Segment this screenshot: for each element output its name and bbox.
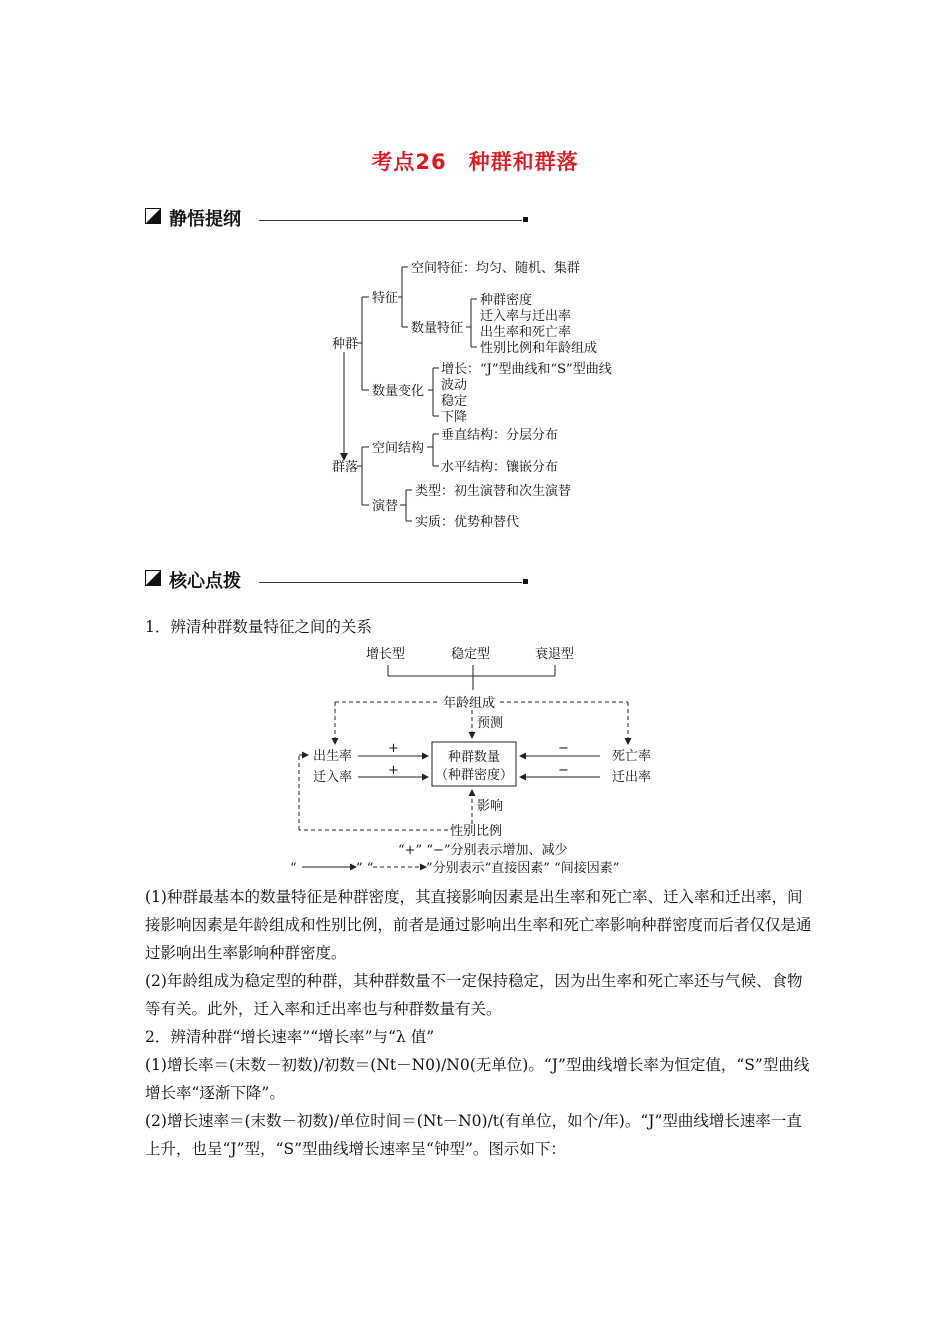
tree-q-item: 种群密度 <box>480 293 533 308</box>
tree-q-item: 性别比例和年龄组成 <box>480 341 598 356</box>
label-population-density: （种群密度） <box>434 768 514 783</box>
label-population-size: 种群数量 <box>447 750 501 765</box>
heading-1: 1．辨清种群数量特征之间的关系 <box>145 618 372 636</box>
paragraph: (1)增长率＝(末数－初数)/初数＝(Nt－N0)/N0(无单位)。“J”型曲线增长率为恒定值，“S”型曲线增长率“逐渐下降”。 <box>145 1056 810 1102</box>
sign-minus: − <box>558 741 569 756</box>
label-age-structure: 年龄组成 <box>443 696 496 711</box>
label-influence: 影响 <box>477 799 504 814</box>
section-title: 静悟提纲 <box>169 209 241 230</box>
label-decline-type: 衰退型 <box>535 647 575 662</box>
label-emigration-rate: 迁出率 <box>612 770 652 785</box>
paragraph: (2)增长速率＝(末数－初数)/单位时间＝(Nt－N0)/t(有单位，如个/年)。“J”型曲线增长速率一直上升，也呈“J”型，“S”型曲线增长速率呈“钟型”。图示如下： <box>145 1112 802 1158</box>
legend-arrows-text: ”分别表示“直接因素” “间接因素” <box>426 861 620 876</box>
label-stable-type: 稳定型 <box>451 647 491 662</box>
tree-change-item: 下降 <box>441 410 468 425</box>
section-title: 核心点拨 <box>169 571 241 592</box>
tree-community: 群落 <box>332 460 359 475</box>
sign-plus: + <box>388 741 399 756</box>
tree-structure: 空间结构 <box>372 441 425 456</box>
body-text <box>145 883 815 1163</box>
tree-structure-item: 水平结构：镶嵌分布 <box>441 460 559 475</box>
tree-succession: 演替 <box>372 499 399 514</box>
paragraph: (1)种群最基本的数量特征是种群密度，其直接影响因素是出生率和死亡率、迁入率和迁出率，间接影响因素是年龄组成和性别比例，前者是通过影响出生率和死亡率影响种群密度而后者仅仅是通过影响出生率影响种群密度。 <box>145 888 812 962</box>
legend-quote-mid: ” “ <box>356 861 374 876</box>
tree-population: 种群 <box>332 337 359 352</box>
tree-change-item: 稳定 <box>441 394 468 409</box>
sign-plus: + <box>388 763 399 778</box>
tree-q-item: 出生率和死亡率 <box>480 325 572 340</box>
sign-minus: − <box>558 763 569 778</box>
label-death-rate: 死亡率 <box>612 749 652 764</box>
tree-features: 特征 <box>372 291 399 306</box>
tree-quantitative: 数量特征 <box>411 321 464 336</box>
label-sex-ratio: 性别比例 <box>450 824 503 839</box>
tree-spatial: 空间特征：均匀、随机、集群 <box>411 261 581 276</box>
legend-quote-open: “ <box>290 861 297 876</box>
tree-q-item: 迁入率与迁出率 <box>480 309 572 324</box>
tree-succession-item: 实质：优势种替代 <box>415 515 520 530</box>
label-immigration-rate: 迁入率 <box>313 770 353 785</box>
label-predict: 预测 <box>477 716 504 731</box>
tree-succession-item: 类型：初生演替和次生演替 <box>415 484 572 499</box>
tree-change: 数量变化 <box>372 384 425 399</box>
label-growth-type: 增长型 <box>366 647 406 662</box>
legend-signs: “+” “−”分别表示增加、减少 <box>398 843 568 858</box>
label-birth-rate: 出生率 <box>313 749 353 764</box>
tree-structure-item: 垂直结构：分层分布 <box>441 428 559 443</box>
paragraph: 2．辨清种群“增长速率”“增长率”与“λ 值” <box>145 1028 435 1046</box>
tree-change-item: 波动 <box>441 378 468 393</box>
paragraph: (2)年龄组成为稳定型的种群，其种群数量不一定保持稳定，因为出生率和死亡率还与气候、食物等有关。此外，迁入率和迁出率也与种群数量有关。 <box>145 972 803 1018</box>
page-title: 考点26 种群和群落 <box>371 150 579 174</box>
tree-change-item: 增长：“J”型曲线和“S”型曲线 <box>441 362 612 377</box>
